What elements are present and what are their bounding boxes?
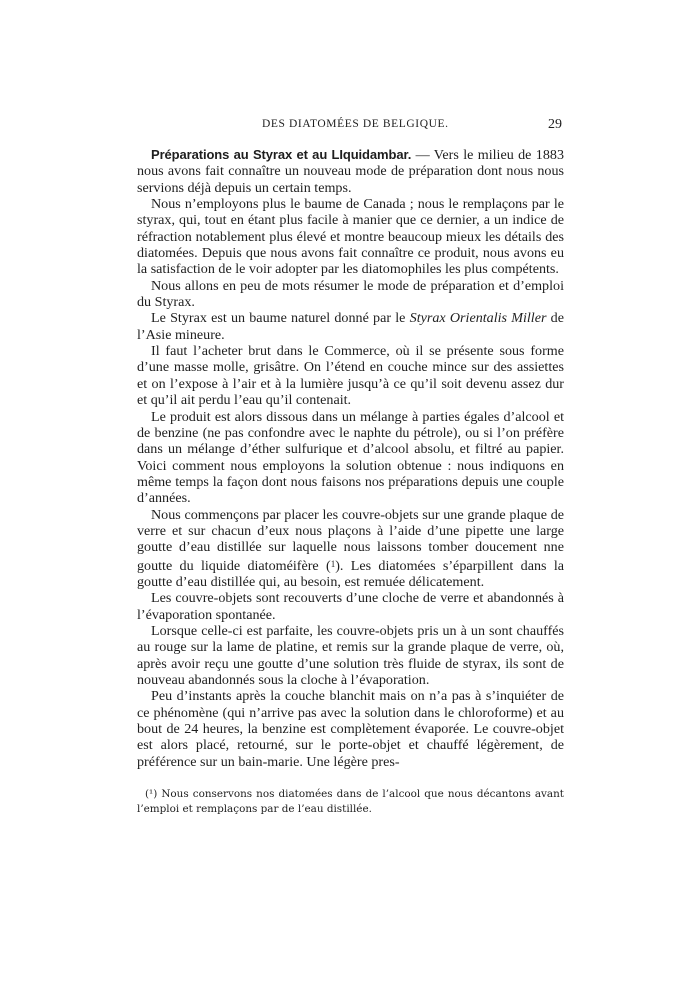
- paragraph: Nous allons en peu de mots résumer le mode de préparation et d’emploi du Styrax.: [137, 277, 564, 311]
- section-title: Préparations au Styrax et au LIquidambar.: [151, 147, 412, 162]
- running-header: [137, 118, 564, 134]
- paragraph: Le produit est alors dissous dans un mélange à parties égales d’alcool et de benzine (ne pas confondre avec le naphte du pétrole), ou si l’on préfère dans un mélange d’éther sulfurique et d’alcool absolu, et filtré au papier. Voici comment nous employons la solution obtenue : nous indiquons en même temps la façon dont nous faisons nos préparations depuis une couple d’années.: [137, 408, 564, 507]
- paragraph: [137, 507, 564, 591]
- footnote-marker: (¹): [145, 788, 158, 800]
- paragraph: Il faut l’acheter brut dans le Commerce, où il se présente sous forme d’une masse molle, grisâtre. On l’étend en couche mince sur des assiettes et on l’expose à l’air et à la lumière jusqu’à ce qu’il soit devenu assez dur et qu’il ait perdu l’eau qu’il contenait.: [137, 343, 564, 409]
- footnote-text: Nous conservons nos diatomées dans de l’alcool que nous décantons avant l’emploi et remplaçons par de l’eau distillée.: [137, 788, 564, 815]
- footnote-reference[interactable]: 1: [330, 558, 336, 569]
- paragraph: [137, 310, 564, 343]
- paragraph-text: Le Styrax est un baume naturel donné par le: [151, 310, 410, 327]
- paragraph-text: Nous commençons par placer les couvre-objets sur une grande plaque de verre et sur chacun d’eux nous plaçons à l’aide d’une pipette une large goutte d’eau distillée sur laquelle nous laissons tomber doucement nne goutte du liquide diatoméifère (: [137, 506, 564, 574]
- paragraph-text: ). Les diatomées s’éparpillent dans la goutte d’eau distillée qui, au besoin, est remuée délicatement.: [137, 557, 564, 590]
- body-text: [137, 147, 564, 770]
- running-title: DES DIATOMÉES DE BELGIQUE.: [262, 118, 449, 130]
- paragraph: Les couvre-objets sont recouverts d’une cloche de verre et abandonnés à l’évaporation spontanée.: [137, 590, 564, 623]
- paragraph: [137, 147, 564, 196]
- paragraph: Peu d’instants après la couche blanchit mais on n’a pas à s’inquiéter de ce phénomène (qui n’arrive pas avec la solution dans le chloroforme) et au bout de 24 heures, la benzine est complètement évaporée. Le couvre-objet est alors placé, retourné, sur le porte-objet et chauffé légèrement, de préférence sur un bain-marie. Une légère pres-: [137, 688, 564, 770]
- paragraph: Lorsque celle-ci est parfaite, les couvre-objets pris un à un sont chauffés au rouge sur la lame de platine, et remis sur la grande plaque de verre, où, après avoir reçu une goutte d’une solution très fluide de styrax, ils sont de nouveau abandonnés sous la cloche à l’évaporation.: [137, 622, 564, 688]
- paragraph: Nous n’employons plus le baume de Canada ; nous le remplaçons par le styrax, qui, tout en étant plus facile à manier que ce dernier, a un indice de réfraction notablement plus élevé et montre beaucoup mieux les détails des diatomées. Depuis que nous avons fait connaître ce produit, nous avons eu la satisfaction de le voir adopter par les diatomophiles les plus compétents.: [137, 196, 564, 278]
- species-name: Styrax Orientalis Miller: [409, 310, 547, 327]
- footnote: [137, 787, 564, 817]
- page-number: 29: [548, 117, 562, 132]
- paragraph-text: de l’Asie mineure.: [137, 310, 564, 343]
- paragraph-text: — Vers le milieu de 1883 nous avons fait connaître un nouveau mode de préparation dont nous nous servions déjà depuis un certain temps.: [137, 147, 564, 196]
